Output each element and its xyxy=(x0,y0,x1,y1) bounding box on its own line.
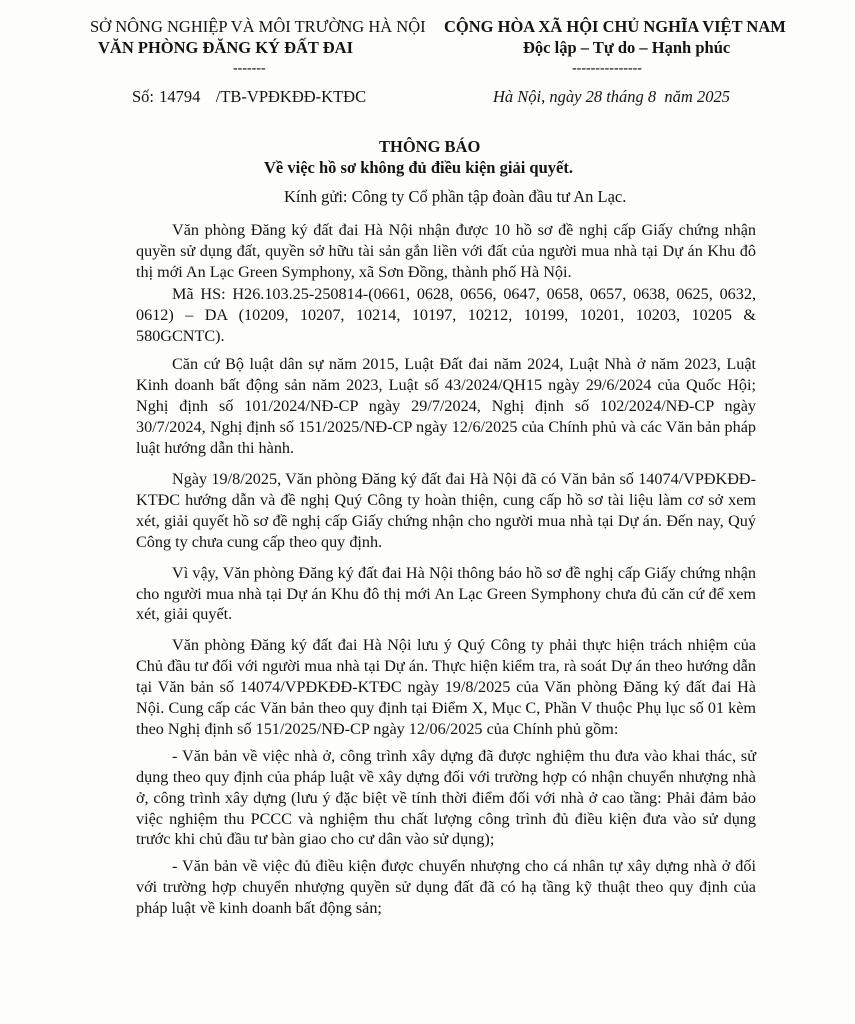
document-subject: Về việc hồ sơ không đủ điều kiện giải quyết. xyxy=(264,158,573,177)
body-paragraph: Căn cứ Bộ luật dân sự năm 2015, Luật Đất đai năm 2024, Luật Nhà ở năm 2023, Luật Kinh doanh bất động sản năm 2023, Luật số 43/2024/QH15 ngày 29/6/2024 của Quốc Hội; Nghị định số 101/2024/NĐ-CP ngày 29/7/2024, Nghị định số 102/2024/NĐ-CP ngày 30/7/2024, Nghị định số 151/2025/NĐ-CP ngày 12/6/2025 của Chính phủ và các Văn bản pháp luật hướng dẫn thi hành. xyxy=(136,355,756,458)
document-body xyxy=(136,220,756,919)
national-motto: Độc lập – Tự do – Hạnh phúc xyxy=(523,38,731,57)
agency-parent: SỞ NÔNG NGHIỆP VÀ MÔI TRƯỜNG HÀ NỘI xyxy=(90,17,426,36)
bullet-item: - Văn bản về việc đủ điều kiện được chuyển nhượng cho cá nhân tự xây dựng nhà ở đối với trường hợp chuyển nhượng quyền sử dụng đất đã có hạ tầng kỹ thuật theo quy định của pháp luật về kinh doanh bất động sản; xyxy=(136,857,756,918)
place-date: Hà Nội, ngày 28 tháng 8 năm 2025 xyxy=(493,87,730,106)
bullet-item: - Văn bản về việc nhà ở, công trình xây dựng đã được nghiệm thu đưa vào khai thác, sử dụng theo quy định của pháp luật về xây dựng đối với trường hợp có nhận chuyển nhượng nhà ở, công trình xây dựng (lưu ý đặc biệt về tính thời điểm đối với nhà ở cao tầng: Phải đảm bảo việc nghiệm thu PCCC và nghiệm thu chất lượng công trình đủ điều kiện đưa vào sử dụng trước khi chủ đầu tư bàn giao cho cư dân vào sử dụng); xyxy=(136,746,756,849)
country-name: CỘNG HÒA XÃ HỘI CHỦ NGHĨA VIỆT NAM xyxy=(444,17,786,36)
body-paragraph: Ngày 19/8/2025, Văn phòng Đăng ký đất đai Hà Nội đã có Văn bản số 14074/VPĐKĐĐ-KTĐC hướng dẫn và đề nghị Quý Công ty hoàn thiện, cung cấp hồ sơ tài liệu làm cơ sở xem xét, giải quyết hồ sơ đề nghị cấp Giấy chứng nhận cho người mua nhà tại Dự án. Đến nay, Quý Công ty chưa cung cấp theo quy định. xyxy=(136,469,756,551)
agency-underline: ------- xyxy=(233,61,266,76)
motto-underline: --------------- xyxy=(572,61,642,76)
document-title: THÔNG BÁO xyxy=(379,137,481,156)
recipient-line: Kính gửi: Công ty Cổ phần tập đoàn đầu tư An Lạc. xyxy=(284,187,627,206)
body-paragraph: Văn phòng Đăng ký đất đai Hà Nội nhận được 10 hồ sơ đề nghị cấp Giấy chứng nhận quyền sử dụng đất, quyền sở hữu tài sản gắn liền với đất của người mua nhà tại Dự án Khu đô thị mới An Lạc Green Symphony, xã Sơn Đồng, thành phố Hà Nội. xyxy=(136,221,756,281)
body-paragraph: Mã HS: H26.103.25-250814-(0661, 0628, 0656, 0647, 0658, 0657, 0638, 0625, 0632, 0612) – DA (10209, 10207, 10214, 10197, 10212, 10199, 10201, 10203, 10205 & 580GCNTC). xyxy=(136,284,756,345)
agency-name: VĂN PHÒNG ĐĂNG KÝ ĐẤT ĐAI xyxy=(98,38,353,57)
document-number: Số: 14794 /TB-VPĐKĐĐ-KTĐC xyxy=(132,87,367,106)
body-paragraph: Văn phòng Đăng ký đất đai Hà Nội lưu ý Quý Công ty phải thực hiện trách nhiệm của Chủ đầu tư đối với người mua nhà tại Dự án. Thực hiện kiểm tra, rà soát Dự án theo hướng dẫn tại Văn bản số 14074/VPĐKĐĐ-KTĐC ngày 19/8/2025 của Văn phòng Đăng ký đất đai Hà Nội. Cung cấp các Văn bản theo quy định tại Điểm X, Mục C, Phần V thuộc Phụ lục số 01 kèm theo Nghị định số 151/2025/NĐ-CP ngày 12/06/2025 của Chính phủ gồm: xyxy=(136,636,756,738)
body-paragraph: Vì vậy, Văn phòng Đăng ký đất đai Hà Nội thông báo hồ sơ đề nghị cấp Giấy chứng nhận cho người mua nhà tại Dự án Khu đô thị mới An Lạc Green Symphony chưa đủ căn cứ để xem xét, giải quyết. xyxy=(136,563,756,624)
